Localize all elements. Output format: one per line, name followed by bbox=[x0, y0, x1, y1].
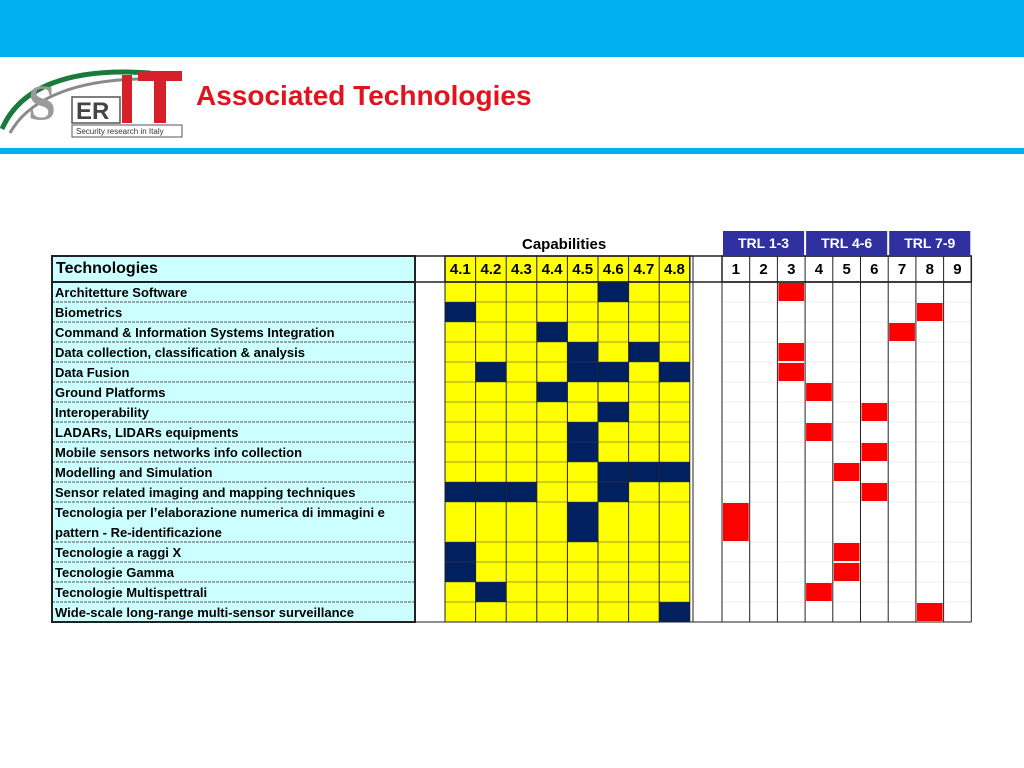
capability-mark bbox=[567, 502, 598, 542]
trl-mark bbox=[917, 303, 943, 321]
capability-column-label: 4.3 bbox=[511, 261, 532, 278]
technology-row-label: Data collection, classification & analysis bbox=[55, 345, 305, 360]
technology-row-label: LADARs, LIDARs equipments bbox=[55, 425, 239, 440]
capability-column-label: 4.8 bbox=[664, 261, 685, 278]
capability-mark bbox=[567, 442, 598, 462]
trl-group-label: TRL 7-9 bbox=[904, 235, 956, 251]
trl-column-label: 8 bbox=[925, 261, 934, 278]
trl-mark bbox=[862, 443, 888, 461]
technology-row-label: Tecnologie Multispettrali bbox=[55, 585, 208, 600]
capability-column-label: 4.1 bbox=[449, 261, 471, 278]
capability-mark bbox=[659, 602, 690, 622]
trl-mark bbox=[889, 323, 915, 341]
capability-mark bbox=[598, 282, 629, 302]
technology-row-label: Interoperability bbox=[55, 405, 149, 420]
trl-mark bbox=[806, 383, 832, 401]
capability-mark bbox=[659, 362, 690, 382]
trl-mark bbox=[834, 563, 860, 581]
trl-column-label: 7 bbox=[897, 261, 907, 278]
svg-text:S: S bbox=[28, 74, 56, 130]
technologies-header: Technologies bbox=[56, 260, 158, 277]
trl-mark bbox=[778, 283, 804, 301]
trl-mark bbox=[778, 343, 804, 361]
technology-row-label: Biometrics bbox=[55, 305, 123, 320]
capability-mark bbox=[537, 382, 568, 402]
capability-column-label: 4.6 bbox=[602, 261, 624, 278]
capability-mark bbox=[445, 302, 476, 322]
capability-mark bbox=[445, 542, 476, 562]
capability-mark bbox=[537, 322, 568, 342]
capability-mark bbox=[476, 362, 507, 382]
trl-column-label: 2 bbox=[759, 261, 768, 278]
technology-row-label: Mobile sensors networks info collection bbox=[55, 445, 303, 460]
capabilities-header: Capabilities bbox=[522, 236, 607, 253]
capability-column-label: 4.2 bbox=[480, 261, 502, 278]
trl-mark bbox=[806, 583, 832, 601]
trl-group-label: TRL 4-6 bbox=[821, 235, 873, 251]
trl-column-label: 9 bbox=[953, 261, 962, 278]
technology-row-label: Modelling and Simulation bbox=[55, 465, 213, 480]
technology-row-label: Ground Platforms bbox=[55, 385, 166, 400]
trl-column-label: 3 bbox=[787, 261, 796, 278]
trl-column-label: 5 bbox=[842, 261, 851, 278]
logo-tagline: Security research in Italy bbox=[76, 127, 164, 136]
trl-column-label: 1 bbox=[731, 261, 741, 278]
trl-group-label: TRL 1-3 bbox=[738, 235, 790, 251]
capability-column-label: 4.7 bbox=[633, 261, 655, 278]
technology-row-label: Wide-scale long-range multi-sensor surveillance bbox=[55, 605, 354, 620]
capability-mark bbox=[629, 342, 660, 362]
trl-mark bbox=[917, 603, 943, 621]
svg-text:ER: ER bbox=[76, 98, 110, 125]
capability-column-label: 4.4 bbox=[541, 261, 563, 278]
technology-row-label: Data Fusion bbox=[55, 365, 130, 380]
capability-mark bbox=[629, 462, 660, 482]
technology-row-label-continued: pattern - Re-identificazione bbox=[55, 525, 222, 540]
capability-column-label: 4.5 bbox=[572, 261, 594, 278]
capability-mark bbox=[445, 562, 476, 582]
trl-mark bbox=[778, 363, 804, 381]
trl-mark bbox=[862, 483, 888, 501]
technology-row-label: Tecnologia per l’elaborazione numerica di immagini e bbox=[55, 505, 385, 520]
trl-column-label: 6 bbox=[870, 261, 879, 278]
technology-row-label: Tecnologie a raggi X bbox=[55, 545, 182, 560]
page-title: Associated Technologies bbox=[196, 80, 532, 111]
capability-mark bbox=[598, 462, 629, 482]
capability-mark bbox=[445, 482, 476, 502]
technology-row-label: Architetture Software bbox=[55, 285, 188, 300]
capability-mark bbox=[598, 362, 629, 382]
technology-row-label: Command & Information Systems Integration bbox=[55, 325, 335, 340]
capability-mark bbox=[476, 582, 507, 602]
trl-mark bbox=[862, 403, 888, 421]
capability-mark bbox=[476, 482, 507, 502]
capability-mark bbox=[598, 482, 629, 502]
capability-mark bbox=[659, 462, 690, 482]
trl-column-label: 4 bbox=[814, 261, 824, 278]
capability-mark bbox=[567, 362, 598, 382]
technology-row-label: Tecnologie Gamma bbox=[55, 565, 174, 580]
trl-mark bbox=[834, 543, 860, 561]
capability-mark bbox=[567, 342, 598, 362]
capability-mark bbox=[567, 422, 598, 442]
capability-mark bbox=[506, 482, 537, 502]
trl-mark bbox=[723, 503, 749, 541]
capability-mark bbox=[598, 402, 629, 422]
technology-row-label: Sensor related imaging and mapping techniques bbox=[55, 485, 356, 500]
trl-mark bbox=[834, 463, 860, 481]
trl-mark bbox=[806, 423, 832, 441]
